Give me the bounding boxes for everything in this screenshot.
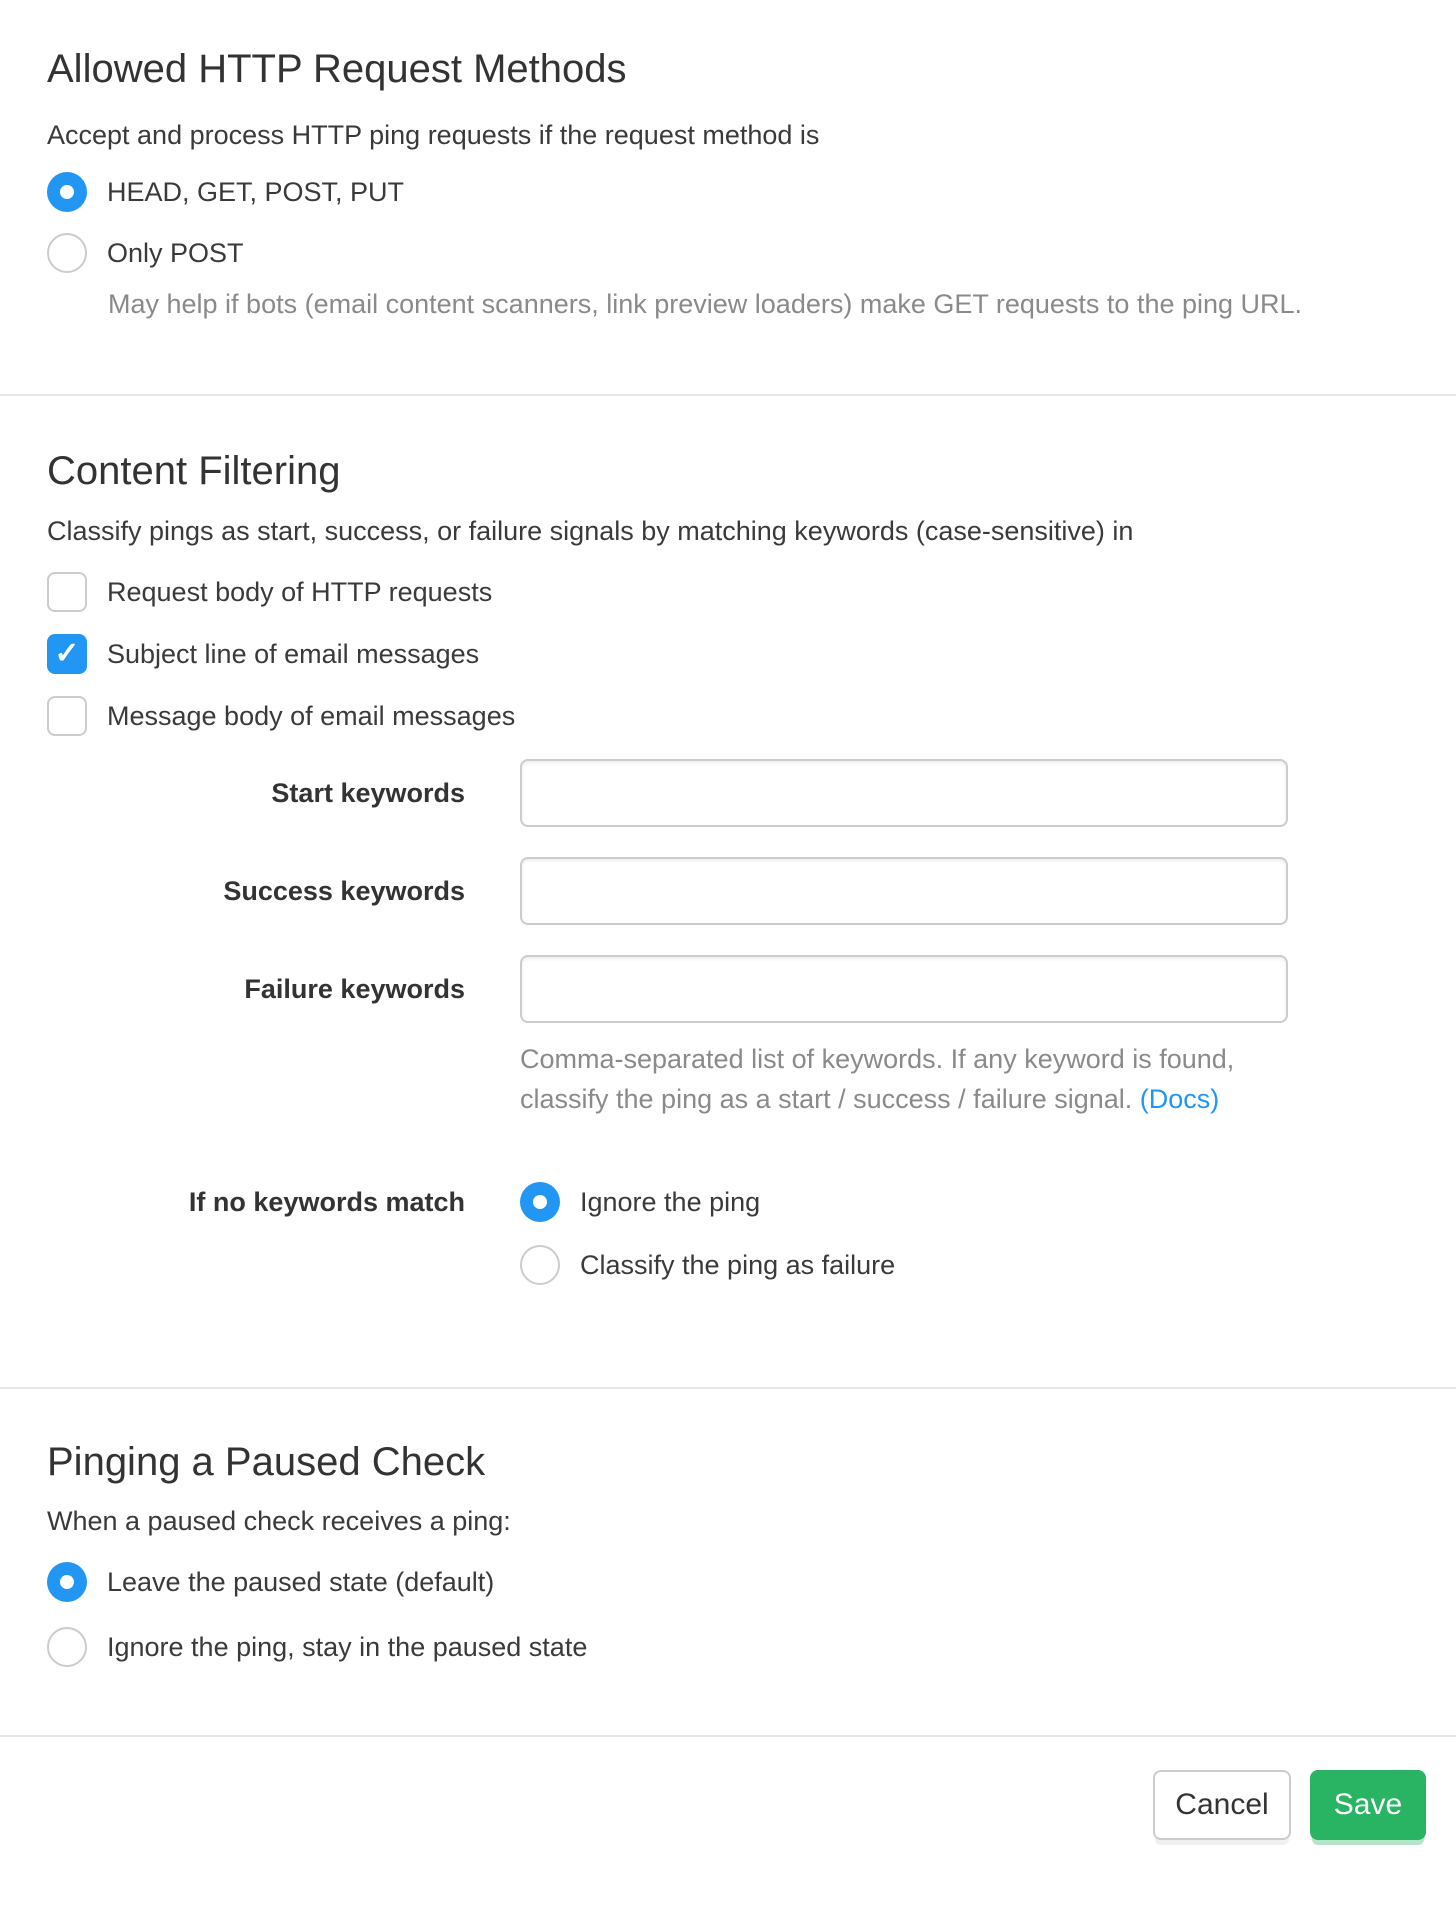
checkbox-unchecked-icon[interactable] bbox=[47, 696, 87, 736]
section-title-http-methods: Allowed HTTP Request Methods bbox=[47, 47, 627, 91]
radio-label-paused-ignore: Ignore the ping, stay in the paused state bbox=[107, 1632, 588, 1662]
start-keywords-input[interactable] bbox=[520, 759, 1288, 827]
radio-row-no-match-ignore[interactable] bbox=[520, 1182, 1409, 1222]
radio-row-no-match-fail[interactable] bbox=[520, 1245, 1409, 1285]
failure-keywords-label: Failure keywords bbox=[244, 974, 465, 1004]
checkbox-row-request-body[interactable] bbox=[47, 572, 1409, 612]
radio-row-paused-ignore[interactable] bbox=[47, 1627, 1409, 1667]
section-paused-check bbox=[0, 1437, 1456, 1667]
radio-label-methods-post: Only POST bbox=[107, 238, 244, 268]
checkbox-checked-icon[interactable] bbox=[47, 634, 87, 674]
checkbox-unchecked-icon[interactable] bbox=[47, 572, 87, 612]
docs-link[interactable]: (Docs) bbox=[1139, 1084, 1220, 1114]
form-row-start-keywords bbox=[47, 759, 1409, 827]
section-http-methods bbox=[0, 44, 1456, 324]
radio-unselected-icon[interactable] bbox=[520, 1245, 560, 1285]
radio-selected-icon[interactable] bbox=[47, 1562, 87, 1602]
checkbox-label-request-body: Request body of HTTP requests bbox=[107, 577, 493, 607]
methods-post-help: May help if bots (email content scanners, link preview loaders) make GET requests to the ping URL. bbox=[108, 289, 1303, 319]
checkbox-label-message-body: Message body of email messages bbox=[107, 701, 516, 731]
form-row-success-keywords bbox=[47, 857, 1409, 925]
keywords-help-text: Comma-separated list of keywords. If any keyword is found, classify the ping as a start / success / failure signal. (Docs) bbox=[520, 1044, 1235, 1114]
checkbox-row-subject-line[interactable] bbox=[47, 634, 1409, 674]
radio-row-methods-all[interactable] bbox=[47, 172, 1409, 212]
save-button[interactable]: Save bbox=[1310, 1770, 1426, 1840]
radio-unselected-icon[interactable] bbox=[47, 1627, 87, 1667]
failure-keywords-input[interactable] bbox=[520, 955, 1288, 1023]
radio-label-paused-leave: Leave the paused state (default) bbox=[107, 1567, 495, 1597]
radio-selected-icon[interactable] bbox=[47, 172, 87, 212]
form-row-failure-keywords bbox=[47, 955, 1409, 1023]
http-methods-description: Accept and process HTTP ping requests if the request method is bbox=[47, 120, 820, 150]
section-divider bbox=[0, 394, 1456, 396]
form-row-no-match bbox=[47, 1182, 1409, 1285]
no-match-label: If no keywords match bbox=[188, 1187, 465, 1217]
checkbox-row-message-body[interactable] bbox=[47, 696, 1409, 736]
footer-actions bbox=[0, 1737, 1456, 1840]
radio-row-paused-leave[interactable] bbox=[47, 1562, 1409, 1602]
checkbox-label-subject-line: Subject line of email messages bbox=[107, 639, 480, 669]
start-keywords-label: Start keywords bbox=[271, 778, 465, 808]
section-divider bbox=[0, 1387, 1456, 1389]
cancel-button[interactable]: Cancel bbox=[1153, 1770, 1291, 1840]
radio-label-no-match-fail: Classify the ping as failure bbox=[580, 1250, 896, 1280]
radio-unselected-icon[interactable] bbox=[47, 233, 87, 273]
section-title-paused-check: Pinging a Paused Check bbox=[47, 1440, 486, 1484]
section-title-content-filtering: Content Filtering bbox=[47, 449, 341, 493]
radio-label-methods-all: HEAD, GET, POST, PUT bbox=[107, 177, 405, 207]
success-keywords-label: Success keywords bbox=[223, 876, 465, 906]
radio-row-methods-post[interactable] bbox=[47, 233, 1409, 273]
radio-label-no-match-ignore: Ignore the ping bbox=[580, 1187, 761, 1217]
section-content-filtering bbox=[0, 446, 1456, 1285]
success-keywords-input[interactable] bbox=[520, 857, 1288, 925]
radio-selected-icon[interactable] bbox=[520, 1182, 560, 1222]
paused-check-description: When a paused check receives a ping: bbox=[47, 1506, 511, 1536]
content-filtering-description: Classify pings as start, success, or failure signals by matching keywords (case-sensitive) in bbox=[47, 516, 1134, 546]
form-row-keywords-help bbox=[47, 1039, 1409, 1119]
